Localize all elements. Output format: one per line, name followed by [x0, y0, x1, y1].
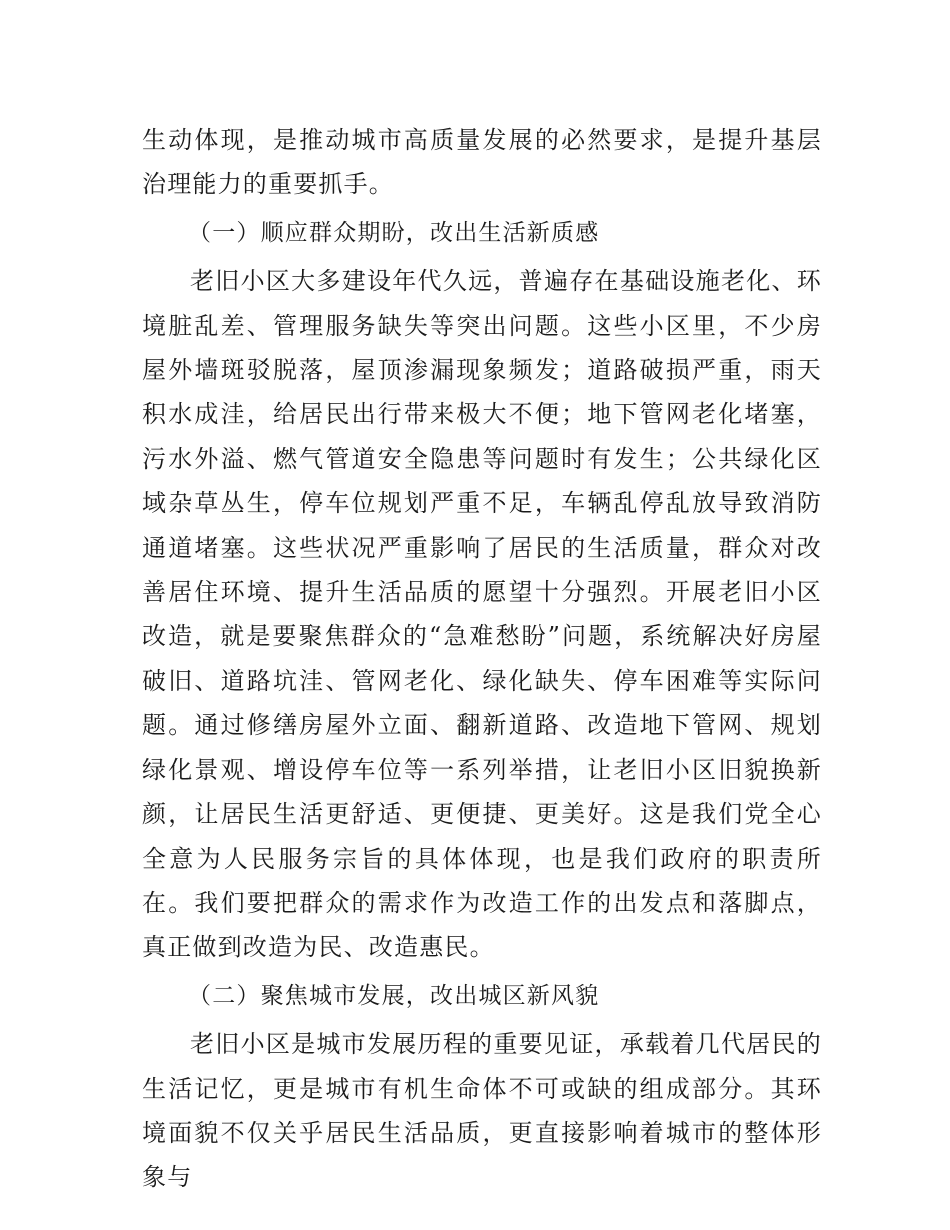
- document-body: [142, 118, 822, 1200]
- paragraph-section-1: 老旧小区大多建设年代久远，普遍存在基础设施老化、环境脏乱差、管理服务缺失等突出问题。这些小区里，不少房屋外墙斑驳脱落，屋顶渗漏现象频发；道路破损严重，雨天积水成洼，给居民出行带来极大不便；地下管网老化堵塞，污水外溢、燃气管道安全隐患等问题时有发生；公共绿化区域杂草丛生，停车位规划严重不足，车辆乱停乱放导致消防通道堵塞。这些状况严重影响了居民的生活质量，群众对改善居住环境、提升生活品质的愿望十分强烈。开展老旧小区改造，就是要聚焦群众的“急难愁盼”问题，系统解决好房屋破旧、道路坑洼、管网老化、绿化缺失、停车困难等实际问题。通过修缮房屋外立面、翻新道路、改造地下管网、规划绿化景观、增设停车位等一系列举措，让老旧小区旧貌换新颜，让居民生活更舒适、更便捷、更美好。这是我们党全心全意为人民服务宗旨的具体体现，也是我们政府的职责所在。我们要把群众的需求作为改造工作的出发点和落脚点，真正做到改造为民、改造惠民。: [142, 267, 822, 962]
- section-heading-1: （一）顺应群众期盼，改出生活新质感: [188, 219, 600, 246]
- section-heading-2: （二）聚焦城市发展，改出城区新风貌: [188, 982, 600, 1009]
- paragraph-section-2: 老旧小区是城市发展历程的重要见证，承载着几代居民的生活记忆，更是城市有机生命体不可或缺的组成部分。其环境面貌不仅关乎居民生活品质，更直接影响着城市的整体形象与: [142, 1030, 822, 1192]
- paragraph-continuation: 生动体现，是推动城市高质量发展的必然要求，是提升基层治理能力的重要抓手。: [142, 126, 822, 199]
